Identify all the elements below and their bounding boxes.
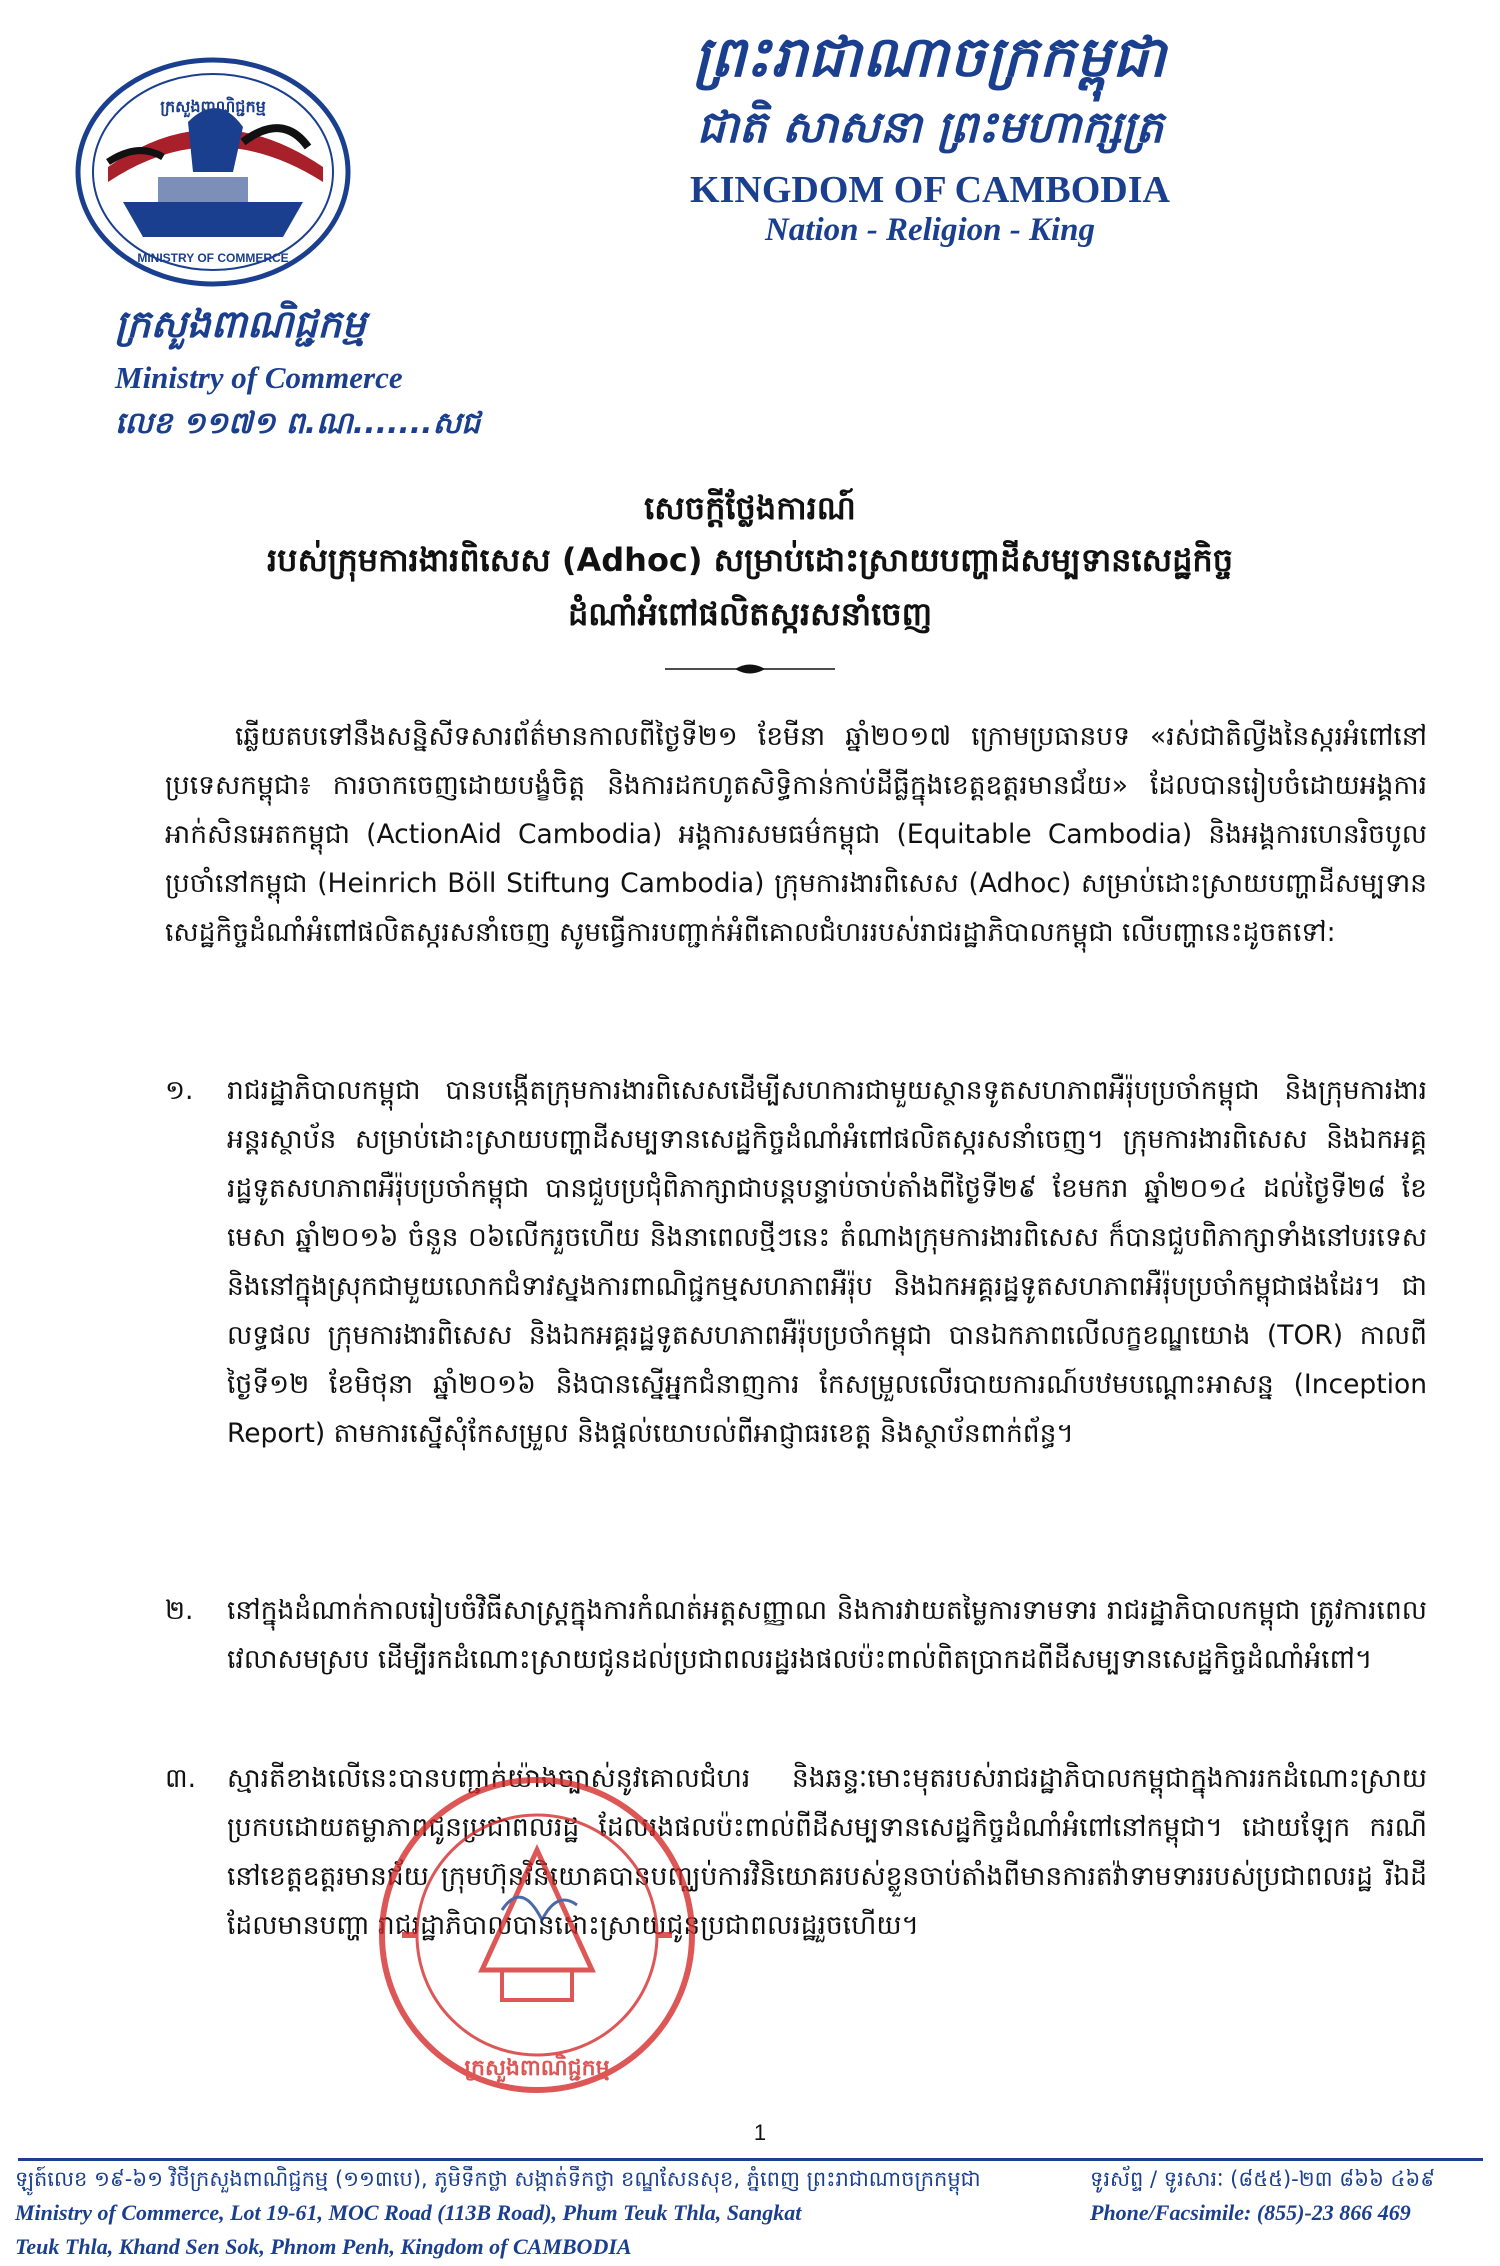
ministry-name-en: Ministry of Commerce (115, 360, 403, 395)
title-line-3: ដំណាំអំពៅផលិតស្ករសនាំចេញ (567, 595, 933, 633)
official-stamp (372, 1770, 702, 2100)
footer-phone-kh: ទូរស័ព្ទ / ទូរសារៈ (៨៥៥)-២៣ ៨៦៦ ៤៦៩ (1090, 2167, 1436, 2191)
kingdom-title-en: KINGDOM OF CAMBODIA (690, 169, 1170, 211)
stamp-text: ក្រសួងពាណិជ្ជកម្ម (464, 2056, 610, 2081)
list-item-text: រាជរដ្ឋាភិបាលកម្ពុជា បានបង្កើតក្រុមការងារពិសេសដើម្បីសហការជាមួយស្ថានទូតសហភាពអឺរ៉ុបប្រចាំកម្ពុជា និងក្រុមការងារអន្តរស្ថាប័ន សម្រាប់ដោះស្រាយបញ្ហាដីសម្បទានសេដ្ឋកិច្ចដំណាំអំពៅផលិតស្ករសនាំចេញ។ ក្រុមការងារពិសេស និងឯកអគ្គរដ្ឋទូតសហភាពអឺរ៉ុបប្រចាំកម្ពុជា បានជួបប្រជុំពិភាក្សាជាបន្តបន្ទាប់ចាប់តាំងពីថ្ងៃទី២៩ ខែមករា ឆ្នាំ២០១៤ ដល់ថ្ងៃទី២៨ ខែមេសា ឆ្នាំ២០១៦ ចំនួន ០៦លើករួចហើយ និងនាពេលថ្មីៗនេះ តំណាងក្រុមការងារពិសេស ក៏បានជួបពិភាក្សាទាំងនៅបរទេស និងនៅក្នុងស្រុកជាមួយលោកជំទាវស្នងការពាណិជ្ជកម្មសហភាពអឺរ៉ុប និងឯកអគ្គរដ្ឋទូតសហភាពអឺរ៉ុបប្រចាំកម្ពុជាផងដែរ។ ជាលទ្ធផល ក្រុមការងារពិសេស និងឯកអគ្គរដ្ឋទូតសហភាពអឺរ៉ុបប្រចាំកម្ពុជា បានឯកភាពលើលក្ខខណ្ឌយោង (TOR) កាលពីថ្ងៃទី១២ ខែមិថុនា ឆ្នាំ២០១៦ និងបានស្នើអ្នកជំនាញការ កែសម្រួលលើរបាយការណ៍បឋមបណ្តោះអាសន្ន (Inception Report) តាមការស្នើសុំកែសម្រួល និងផ្តល់យោបល់ពីអាជ្ញាធរខេត្ត និងស្ថាប័នពាក់ព័ន្ធ។ (227, 1075, 1427, 1449)
ministry-logo (68, 52, 358, 292)
kingdom-title-kh: ព្រះរាជាណាចក្រកម្ពុជា (693, 25, 1167, 90)
list-item-2 (165, 1586, 1427, 1684)
footer-address-en-2: Teuk Thla, Khand Sen Sok, Phnom Penh, Kingdom of CAMBODIA (15, 2234, 632, 2259)
title-line-1: សេចក្តីថ្លែងការណ៍ (644, 489, 856, 527)
title-line-2: របស់ក្រុមការងារពិសេស (Adhoc) សម្រាប់ដោះស្រាយបញ្ហាដីសម្បទានសេដ្ឋកិច្ច (266, 541, 1234, 579)
footer-divider (18, 2158, 1483, 2161)
list-item-number: ១. (165, 1075, 194, 1106)
list-item-1 (165, 1066, 1427, 1458)
list-item-3 (165, 1754, 1427, 1950)
intro-paragraph: ឆ្លើយតបទៅនឹងសន្និសីទសារព័ត៌មានកាលពីថ្ងៃទី២១ ខែមីនា ឆ្នាំ២០១៧ ក្រោមប្រធានបទ «រស់ជាតិល្វីងនៃស្ករអំពៅនៅប្រទេសកម្ពុជា៖ ការចាកចេញដោយបង្ខំចិត្ត និងការដកហូតសិទ្ធិកាន់កាប់ដីធ្លីក្នុងខេត្តឧត្តរមានជ័យ» ដែលបានរៀបចំដោយអង្គការអាក់សិនអេតកម្ពុជា (ActionAid Cambodia) អង្គការសមធម៌កម្ពុជា (Equitable Cambodia) និងអង្គការហេនរិចបូលប្រចាំនៅកម្ពុជា (Heinrich Böll Stiftung Cambodia) ក្រុមការងារពិសេស (Adhoc) សម្រាប់ដោះស្រាយបញ្ហាដីសម្បទានសេដ្ឋកិច្ចដំណាំអំពៅផលិតស្ករសនាំចេញ សូមធ្វើការបញ្ជាក់អំពីគោលជំហររបស់រាជរដ្ឋាភិបាលកម្ពុជា លើបញ្ហានេះដូចតទៅ: (165, 721, 1427, 948)
list-item-number: ២. (165, 1595, 194, 1626)
title-ornament (665, 660, 835, 678)
reference-number: លេខ ១១៧១ ព.ណ.......សជ (115, 406, 481, 441)
footer-address-en-1: Ministry of Commerce, Lot 19-61, MOC Road (113B Road), Phum Teuk Thla, Sangkat (15, 2200, 802, 2225)
ministry-name-kh: ក្រសួងពាណិជ្ជកម្ម (115, 302, 366, 346)
list-item-text: ស្មារតីខាងលើនេះបានបញ្ជាក់យ៉ាងច្បាស់នូវគោលជំហរ និងឆន្ទៈមោះមុតរបស់រាជរដ្ឋាភិបាលកម្ពុជាក្នុងការរកដំណោះស្រាយប្រកបដោយតម្លាភាពជូនប្រជាពលរដ្ឋ ដែលរងផលប៉ះពាល់ពីដីសម្បទានសេដ្ឋកិច្ចដំណាំអំពៅនៅកម្ពុជា។ ដោយឡែក ករណីនៅខេត្តឧត្តរមានជ័យ ក្រុមហ៊ុនវិនិយោគបានបញ្ឈប់ការវិនិយោគរបស់ខ្លួនចាប់តាំងពីមានការតវ៉ាទាមទាររបស់ប្រជាពលរដ្ឋ រីឯដីដែលមានបញ្ហា រាជរដ្ឋាភិបាលបានដោះស្រាយជូនប្រជាពលរដ្ឋរួចហើយ។ (227, 1763, 1427, 1941)
motto-kh: ជាតិ សាសនា ព្រះមហាក្សត្រ (696, 102, 1164, 153)
footer-address-kh: ឡូត៍លេខ ១៩-៦១ វិថីក្រសួងពាណិជ្ជកម្ម (១១៣បេ), ភូមិទឹកថ្លា សង្កាត់ទឹកថ្លា ខណ្ឌសែនសុខ, ភ្នំពេញ ព្រះរាជាណាចក្រកម្ពុជា (15, 2167, 981, 2191)
list-item-number: ៣. (165, 1763, 197, 1794)
list-item-text: នៅក្នុងដំណាក់កាលរៀបចំវិធីសាស្ត្រក្នុងការកំណត់អត្តសញ្ញាណ និងការវាយតម្លៃការទាមទារ រាជរដ្ឋាភិបាលកម្ពុជា ត្រូវការពេលវេលាសមស្រប ដើម្បីរកដំណោះស្រាយជូនដល់ប្រជាពលរដ្ឋរងផលប៉ះពាល់ពិតប្រាកដពីដីសម្បទានសេដ្ឋកិច្ចដំណាំអំពៅ។ (227, 1595, 1427, 1675)
logo-bottom-text: MINISTRY OF COMMERCE (137, 251, 289, 265)
logo-top-text: ក្រសួងពាណិជ្ជកម្ម (160, 97, 266, 116)
footer-phone-en: Phone/Facsimile: (855)-23 866 469 (1090, 2200, 1411, 2225)
motto-en: Nation - Religion - King (764, 212, 1096, 248)
page-number: 1 (753, 2120, 767, 2145)
